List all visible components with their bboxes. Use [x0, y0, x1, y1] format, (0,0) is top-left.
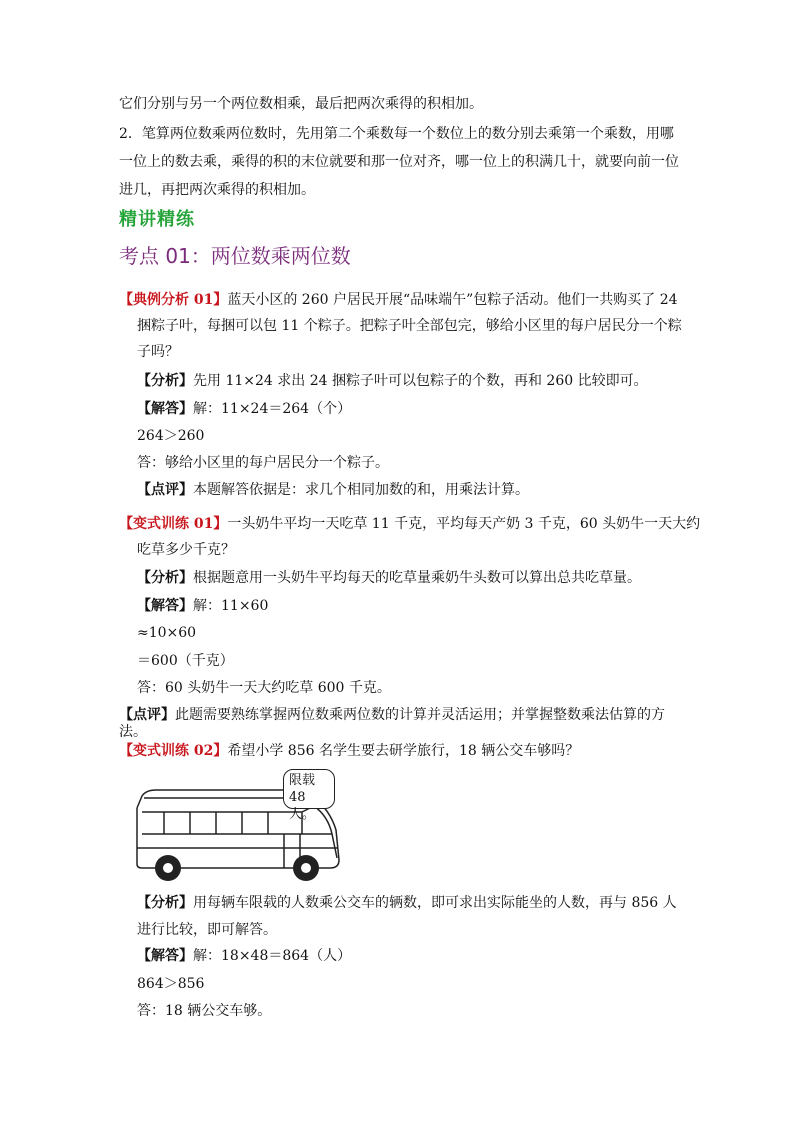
kaodian-title: 考点 01：两位数乘两位数: [119, 244, 351, 268]
example1-comment-text: 本题解答依据是：求几个相同加数的和，用乘法计算。: [193, 482, 529, 498]
example1-tag: 【典例分析 01】: [119, 292, 228, 308]
exercise1-comment-text: 此题需要熟练掌握两位数乘两位数的计算并灵活运用；并掌握整数乘法估算的方: [175, 707, 665, 723]
example1-comment-tag: 【点评】: [137, 482, 193, 498]
example1-compare: 264＞260: [137, 428, 205, 444]
example1-answer: [137, 399, 351, 419]
exercise2-conclusion: 答：18 辆公交车够。: [137, 1003, 272, 1019]
exercise1-q1: 一头奶牛平均一天吃草 11 千克，平均每天产奶 3 千克，60 头奶牛一天大约: [227, 516, 701, 532]
exercise1-answer-text: 解：11×60: [193, 598, 269, 614]
exercise1-q2: 吃草多少千克？: [137, 542, 235, 558]
exercise1-tag: 【变式训练 01】: [119, 516, 228, 532]
intro-line-1: 它们分别与另一个两位数相乘，最后把两次乘得的积相加。: [119, 96, 483, 112]
exercise1-analysis: [137, 568, 641, 588]
example1-q3: 子吗？: [137, 344, 179, 360]
exercise1-answer: [137, 596, 268, 616]
intro-line-3: 一位上的数去乘，乘得的积的末位就要和那一位对齐，哪一位上的积满几十，就要向前一位: [119, 154, 679, 170]
exercise2-answer-text: 解：18×48＝864（人）: [193, 948, 352, 964]
example1-analysis: [137, 371, 648, 391]
example1-conclusion: 答：够给小区里的每户居民分一个粽子。: [137, 455, 389, 471]
bubble-line-2: 48人。: [289, 790, 316, 822]
exercise2-compare: 864＞856: [137, 976, 205, 992]
exercise1-analysis-tag: 【分析】: [137, 570, 193, 586]
exercise1-step-3: ＝600（千克）: [137, 653, 234, 669]
example1-question-line-1: [119, 290, 678, 310]
exercise2-q1: 希望小学 856 名学生要去研学旅行，18 辆公交车够吗？: [227, 743, 580, 759]
exercise2-tag: 【变式训练 02】: [119, 743, 228, 759]
exercise1-comment: [119, 705, 665, 725]
exercise1-comment-2: 法。: [119, 724, 147, 740]
capacity-speech-bubble: [283, 769, 335, 822]
exercise1-step-2: ≈10×60: [137, 625, 197, 641]
exercise2-answer-tag: 【解答】: [137, 948, 193, 964]
exercise2-analysis: [137, 893, 677, 913]
bubble-line-1: 限载: [289, 773, 316, 788]
example1-analysis-text: 先用 11×24 求出 24 捆粽子叶可以包粽子的个数，再和 260 比较即可。: [193, 373, 648, 389]
exercise1-analysis-text: 根据题意用一头奶牛平均每天的吃草量乘奶牛头数可以算出总共吃草量。: [193, 570, 641, 586]
exercise1-answer-tag: 【解答】: [137, 598, 193, 614]
exercise2-answer: [137, 946, 351, 966]
intro-line-2: 2．笔算两位数乘两位数时，先用第二个乘数每一个数位上的数分别去乘第一个乘数，用哪: [119, 126, 674, 142]
exercise2-question: [119, 741, 579, 761]
example1-comment: [137, 480, 529, 500]
exercise2-analysis-text-1: 用每辆车限载的人数乘公交车的辆数，即可求出实际能坐的人数，再与 856 人: [193, 895, 677, 911]
example1-q2: 捆粽子叶，每捆可以包 11 个粽子。把粽子叶全部包完，够给小区里的每户居民分一个粽: [137, 318, 682, 334]
example1-q1: 蓝天小区的 260 户居民开展“品味端午”包粽子活动。他们一共购买了 24: [227, 292, 678, 308]
example1-analysis-tag: 【分析】: [137, 373, 193, 389]
exercise1-conclusion: 答：60 头奶牛一天大约吃草 600 千克。: [137, 680, 391, 696]
example1-answer-text: 解：11×24＝264（个）: [193, 401, 352, 417]
section-badge: 精讲精练: [119, 209, 195, 230]
exercise2-analysis-text-2: 进行比较，即可解答。: [137, 922, 277, 938]
example1-answer-tag: 【解答】: [137, 401, 193, 417]
exercise2-analysis-tag: 【分析】: [137, 895, 193, 911]
intro-line-4: 进几，再把两次乘得的积相加。: [119, 182, 315, 198]
exercise1-question-line-1: [119, 514, 700, 534]
exercise1-comment-tag: 【点评】: [119, 707, 175, 723]
